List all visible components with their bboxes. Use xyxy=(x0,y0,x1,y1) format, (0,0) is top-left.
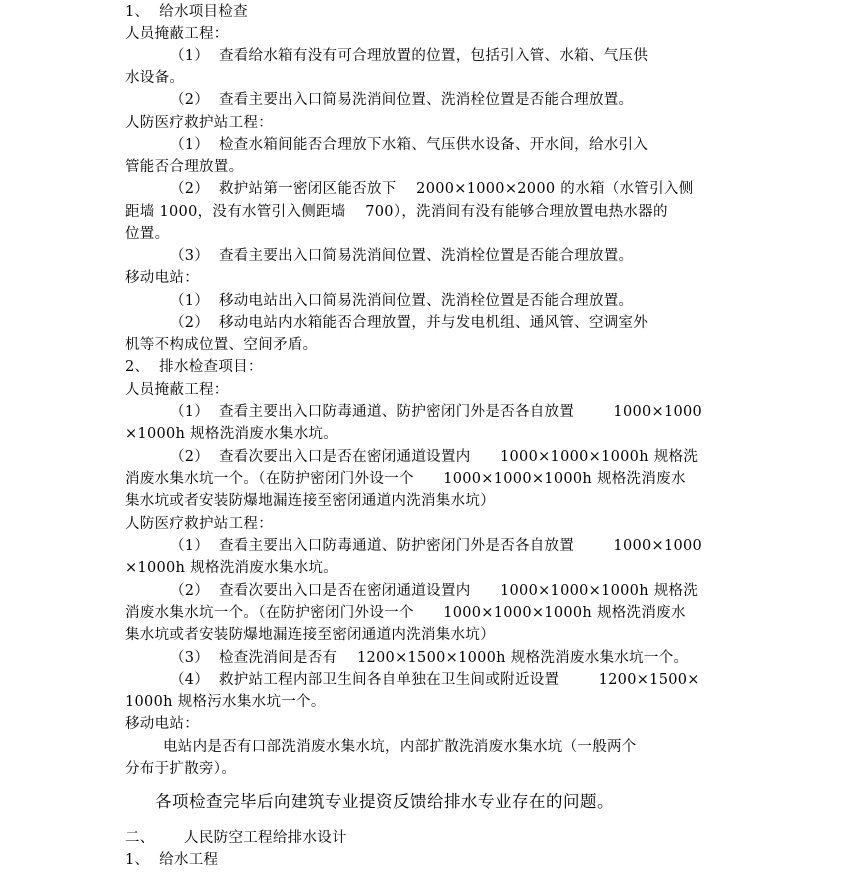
paragraph-line: （2） 查看次要出入口是否在密闭通道设置内 1000×1000×1000h 规格洗 xyxy=(170,583,699,599)
paragraph-line: （1） 查看给水箱有没有可合理放置的位置，包括引入管、水箱、气压供 xyxy=(170,48,649,64)
paragraph-line: （1） 查看主要出入口防毒通道、防护密闭门外是否各自放置 1000×1000 xyxy=(170,538,703,554)
subheading-medical-station: 人防医疗救护站工程： xyxy=(125,115,273,131)
paragraph-line: 距墙 1000，没有水管引入侧距墙 700），洗消间有没有能够合理放置电热水器的 xyxy=(125,204,668,220)
subheading-medical-station: 人防医疗救护站工程： xyxy=(125,516,273,532)
paragraph-line: （2） 查看次要出入口是否在密闭通道设置内 1000×1000×1000h 规格洗 xyxy=(170,449,699,465)
paragraph-line: 消废水集水坑一个。（在防护密闭门外设一个 1000×1000×1000h 规格洗消废水 xyxy=(125,605,686,621)
paragraph-line: 集水坑或者安装防爆地漏连接至密闭通道内洗消集水坑） xyxy=(125,627,495,643)
heading-water-supply-engineering: 1、 给水工程 xyxy=(125,852,219,868)
heading-water-supply-check: 1、 给水项目检查 xyxy=(125,4,248,20)
paragraph-line: （1） 查看主要出入口防毒通道、防护密闭门外是否各自放置 1000×1000 xyxy=(170,404,703,420)
subheading-personnel-shelter: 人员掩蔽工程： xyxy=(125,26,229,42)
subheading-mobile-power-station: 移动电站： xyxy=(125,270,199,286)
paragraph-line: 管能否合理放置。 xyxy=(125,159,244,175)
paragraph-line: （1） 移动电站出入口简易洗消间位置、洗消栓位置是否能合理放置。 xyxy=(170,293,634,309)
paragraph-line: 分布于扩散旁）。 xyxy=(125,761,237,777)
paragraph-line: ×1000h 规格洗消废水集水坑。 xyxy=(125,560,339,576)
paragraph-line: 水设备。 xyxy=(125,70,185,86)
paragraph-line: 1000h 规格污水集水坑一个。 xyxy=(125,694,326,710)
paragraph-line: 机等不构成位置、空间矛盾。 xyxy=(125,337,318,353)
subheading-personnel-shelter: 人员掩蔽工程： xyxy=(125,382,229,398)
paragraph-line: 位置。 xyxy=(125,226,170,242)
heading-section-two: 二、 人民防空工程给排水设计 xyxy=(125,830,347,846)
paragraph-line: （4） 救护站工程内部卫生间各自单独在卫生间或附近设置 1200×1500× xyxy=(170,672,700,688)
paragraph-line: （2） 移动电站内水箱能否合理放置，并与发电机组、通风管、空调室外 xyxy=(170,315,649,331)
subheading-mobile-power-station: 移动电站： xyxy=(125,716,199,732)
paragraph-line: 集水坑或者安装防爆地漏连接至密闭通道内洗消集水坑） xyxy=(125,493,495,509)
paragraph-line: （2） 救护站第一密闭区能否放下 2000×1000×2000 的水箱（水管引入侧 xyxy=(170,181,694,197)
paragraph-line: （1） 检查水箱间能否合理放下水箱、气压供水设备、开水间，给水引入 xyxy=(170,137,649,153)
paragraph-line: 电站内是否有口部洗消废水集水坑，内部扩散洗消废水集水坑（一般两个 xyxy=(163,739,637,755)
paragraph-line: （2） 查看主要出入口简易洗消间位置、洗消栓位置是否能合理放置。 xyxy=(170,92,634,108)
paragraph-line: ×1000h 规格洗消废水集水坑。 xyxy=(125,426,339,442)
paragraph-line: （3） 查看主要出入口简易洗消间位置、洗消栓位置是否能合理放置。 xyxy=(170,248,634,264)
paragraph-line: （3） 检查洗消间是否有 1200×1500×1000h 规格洗消废水集水坑一个。 xyxy=(170,650,689,666)
summary-statement: 各项检查完毕后向建筑专业提资反馈给排水专业存在的问题。 xyxy=(155,792,614,811)
paragraph-line: 消废水集水坑一个。（在防护密闭门外设一个 1000×1000×1000h 规格洗消废水 xyxy=(125,471,686,487)
heading-drainage-check: 2、 排水检查项目： xyxy=(125,359,263,375)
